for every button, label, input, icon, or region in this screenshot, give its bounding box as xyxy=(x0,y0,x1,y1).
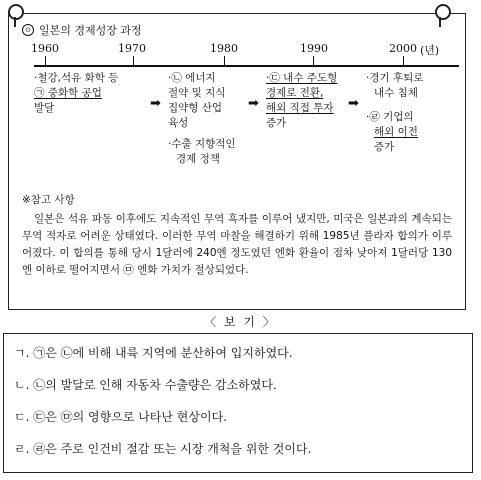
arrow-icon: ➡ xyxy=(248,96,259,111)
timeline-axis xyxy=(34,65,459,67)
period-line: 내수 침체 xyxy=(374,87,418,99)
binder-ring-left xyxy=(8,4,24,20)
year-unit: (년) xyxy=(420,44,440,57)
period-line: ·㉡ 에너지 xyxy=(168,72,216,84)
period-line: 절약 및 지식 xyxy=(168,87,226,99)
note-body: 일본은 석유 파동 이후에도 지속적인 무역 흑자를 이루어 냈지만, 미국은 일본과의 계속되는 무역 적자로 어려운 상태였다. 이러한 무역 마찰을 해결하기 위해 1985년 플라자 합의가 이루어졌다. 이 합의를 통해 당시 1달러에 240엔 정도였던 엔화 환율이 점차 낮아져 1달러당 130엔 이하로 떨어지면서 ㉤ 엔화 가치가 절상되었다. xyxy=(22,213,452,276)
period-line: ㉠ 중화학 공업 xyxy=(34,87,102,99)
period-line: 육성 xyxy=(168,117,189,129)
card-title xyxy=(22,22,142,38)
period-line: ·㉢ 내수 주도형 xyxy=(266,72,338,84)
period-1980s xyxy=(266,71,337,131)
period-1960s xyxy=(34,71,118,116)
period-line: 경제 정책 xyxy=(176,153,220,165)
reference-note xyxy=(22,192,452,279)
year-1980: 1980 xyxy=(210,42,238,55)
period-line: 증가 xyxy=(266,117,287,129)
title-marker-icon: ⊙ xyxy=(22,24,34,36)
period-line: 발달 xyxy=(34,102,55,114)
arrow-icon: ➡ xyxy=(150,96,161,111)
bogi-item: ㄱ. ㉠은 ㉡에 비해 내륙 지역에 분산하여 입지하였다. xyxy=(14,346,293,360)
title-text: 일본의 경제성장 과정 xyxy=(39,24,142,37)
bogi-item: ㄴ. ㉡의 발달로 인해 자동차 수출량은 감소하였다. xyxy=(14,378,277,392)
year-1990: 1990 xyxy=(300,42,328,55)
period-line: 해외 이전 xyxy=(374,126,418,138)
period-line: ·수출 지향적인 xyxy=(168,138,236,150)
bogi-item: ㄹ. ㉣은 주로 인건비 절감 또는 시장 개척을 위한 것이다. xyxy=(14,442,312,456)
period-line: ·경기 후퇴로 xyxy=(366,72,424,84)
period-line: 해외 직접 투자 xyxy=(266,102,334,114)
period-line: 경제로 전환, xyxy=(266,87,324,99)
period-1990s xyxy=(366,71,423,155)
period-line: ·㉣ 기업의 xyxy=(366,111,414,123)
year-1970: 1970 xyxy=(118,42,146,55)
bogi-label: 〈 보 기 〉 xyxy=(204,315,277,329)
period-line: 집약형 산업 xyxy=(168,102,223,114)
year-2000: 2000 xyxy=(389,42,417,55)
arrow-icon: ➡ xyxy=(348,96,359,111)
period-1970s xyxy=(168,71,236,167)
period-line: ·철강,석유 화학 등 xyxy=(34,72,119,84)
bogi-item: ㄷ. ㉢은 ㉤의 영향으로 나타난 현상이다. xyxy=(14,410,227,424)
period-line: 증가 xyxy=(374,141,395,153)
binder-ring-right xyxy=(435,4,451,20)
note-heading: ※참고 사항 xyxy=(22,194,75,206)
year-1960: 1960 xyxy=(31,42,59,55)
bogi-box xyxy=(3,333,473,473)
